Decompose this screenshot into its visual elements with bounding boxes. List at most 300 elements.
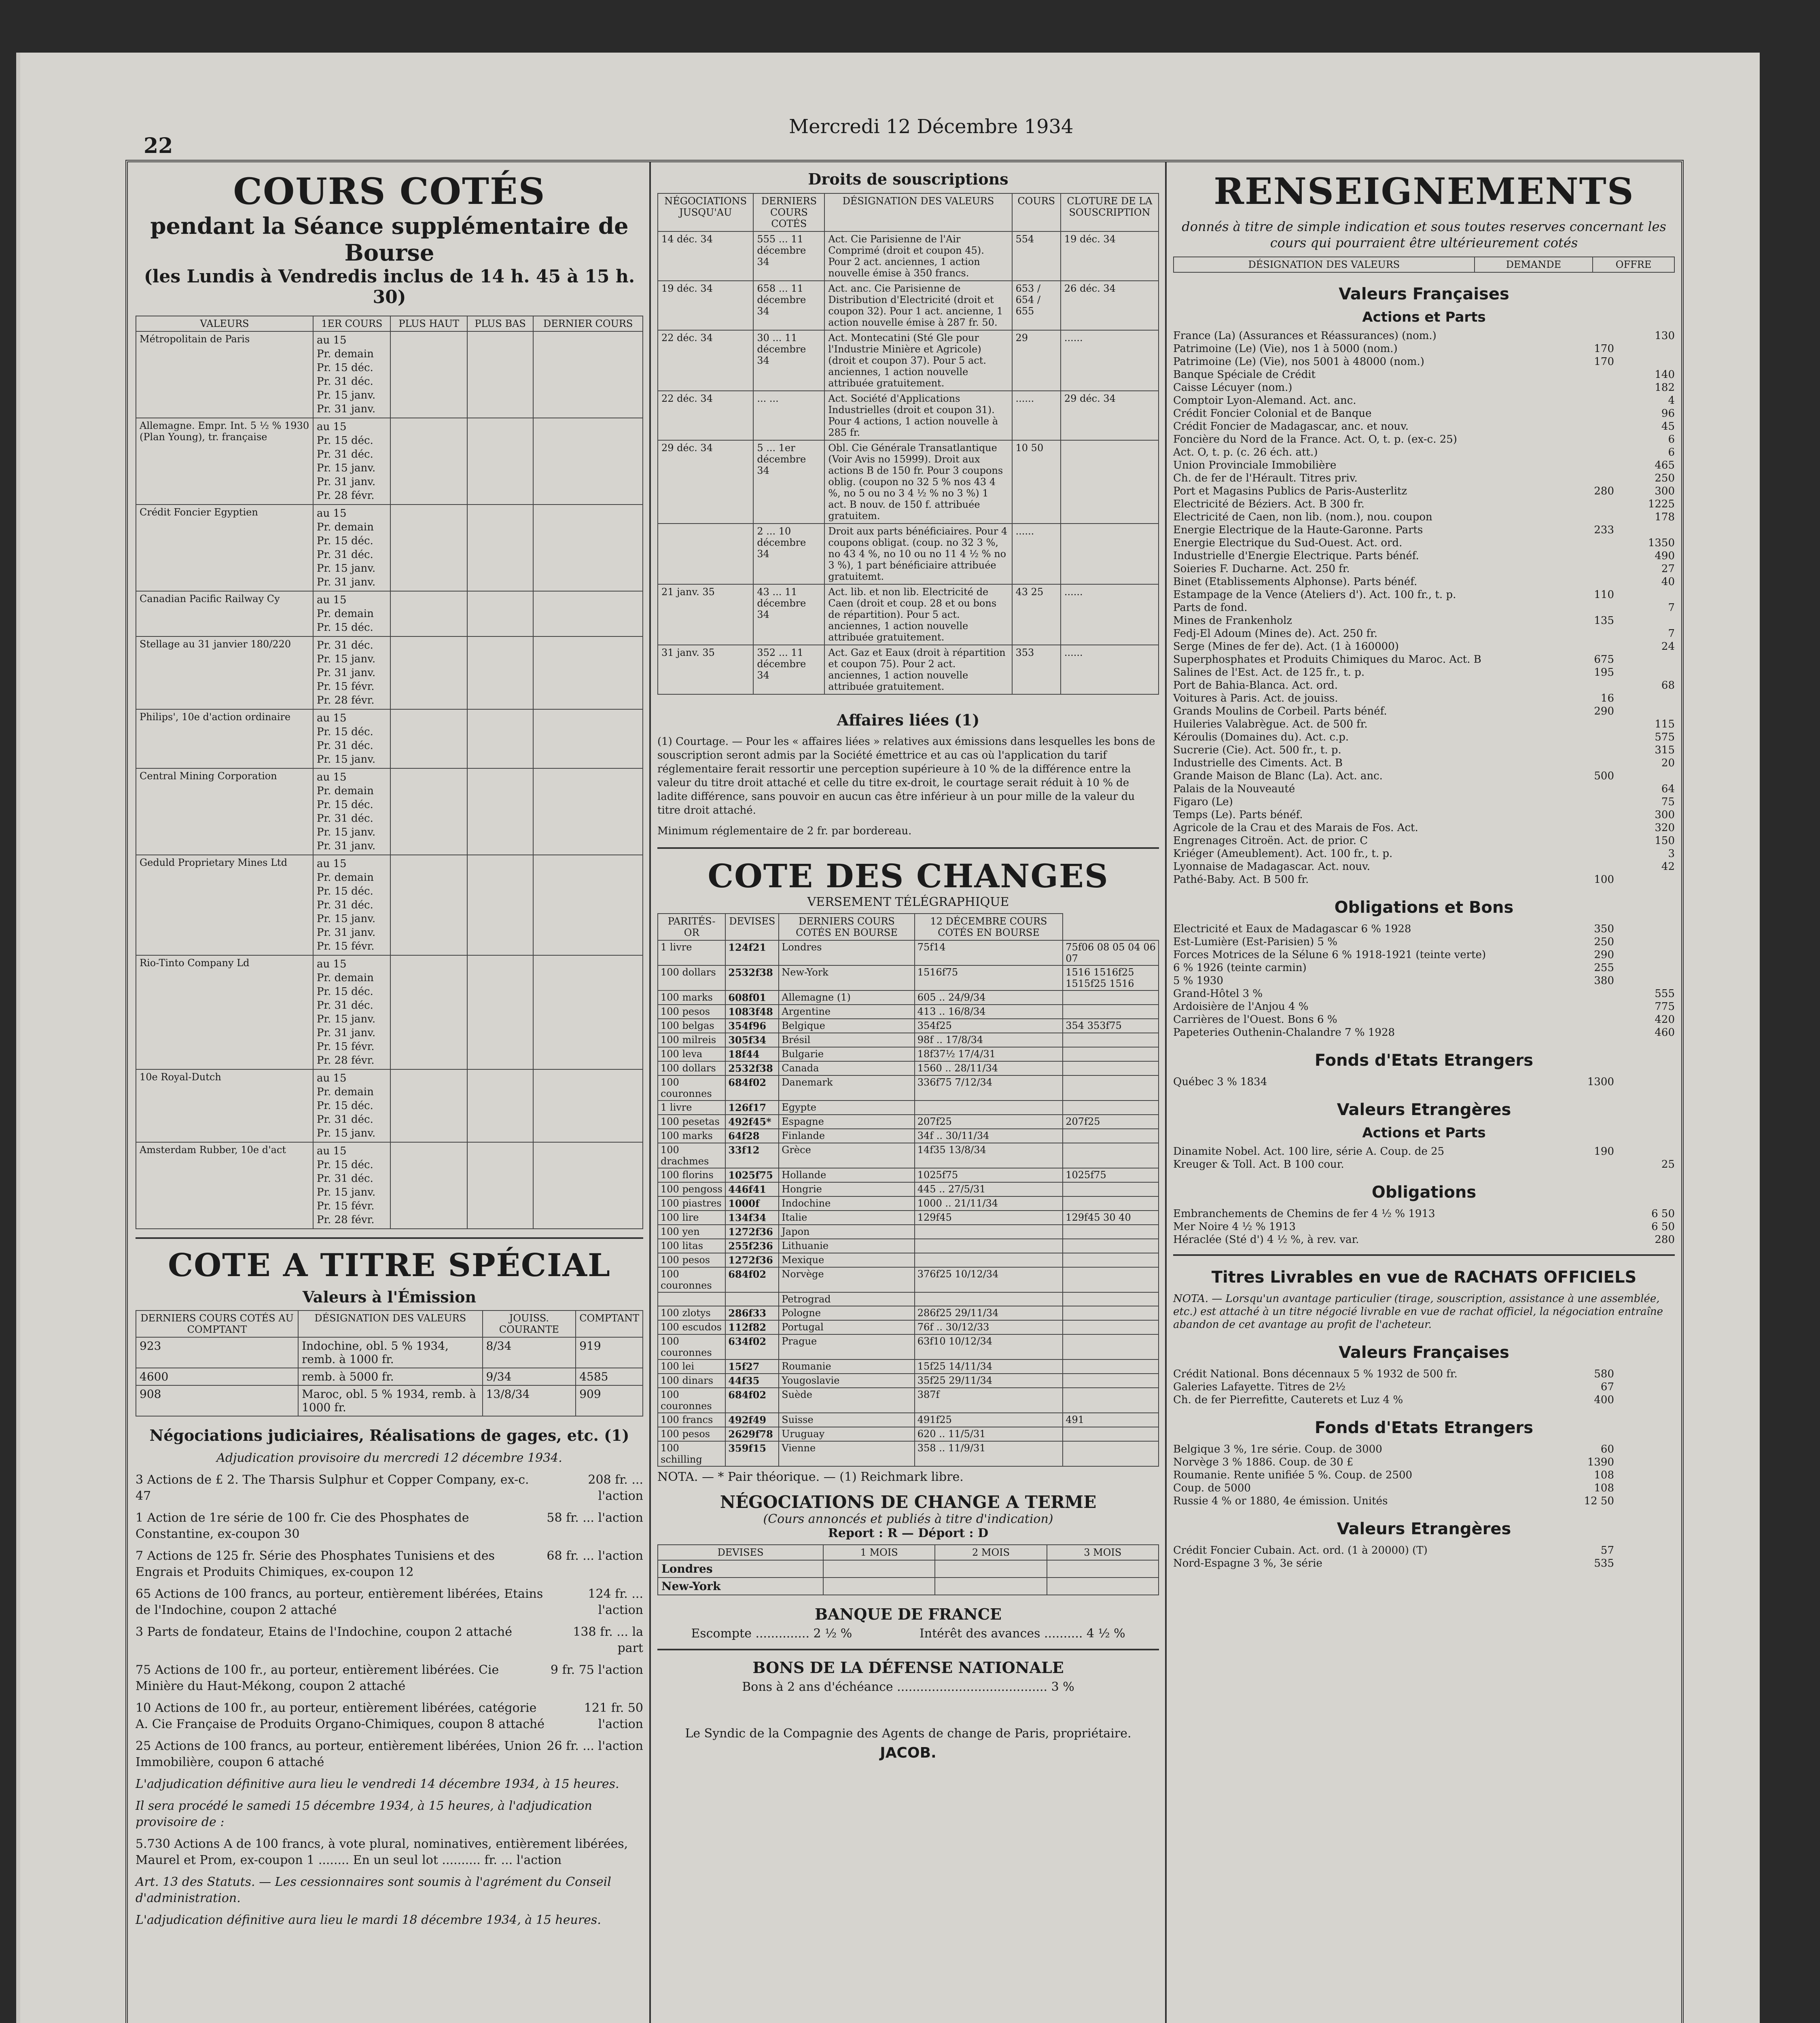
emission-cell: 4600 — [136, 1368, 298, 1385]
emission-cell: 909 — [576, 1385, 643, 1416]
change-cell: 684f02 — [725, 1267, 779, 1292]
droits-cell: 29 déc. 34 — [658, 440, 753, 524]
value-demande: 233 — [1594, 524, 1614, 536]
procede-line: Il sera procédé le samedi 15 décembre 1934, à 15 heures, à l'adjudication provisoire de : — [136, 1799, 592, 1829]
value-demande: 170 — [1594, 343, 1614, 355]
value-demande: 400 — [1594, 1394, 1614, 1406]
negotiation-item — [136, 1662, 643, 1694]
price-cell — [467, 636, 533, 709]
droits-cell: 2 ... 10 décembre 34 — [753, 524, 824, 584]
page-date: Mercredi 12 Décembre 1934 — [789, 115, 1074, 138]
list-item — [1173, 407, 1675, 420]
change-cell: 100 dinars — [658, 1374, 725, 1388]
change-cell — [915, 1292, 1063, 1306]
change-cell: Argentine — [779, 1005, 914, 1019]
value-demande: 108 — [1594, 1482, 1614, 1494]
change-cell: 446f41 — [725, 1182, 779, 1196]
table-row — [136, 418, 643, 505]
change-cell — [1063, 1033, 1159, 1047]
divider — [657, 1649, 1159, 1650]
value-demande — [1553, 407, 1614, 420]
value-demande — [1553, 562, 1614, 575]
value-demande — [1553, 679, 1614, 692]
value-offre — [1614, 1075, 1675, 1088]
droits-cell: Act. Cie Parisienne de l'Air Comprimé (droit et coupon 45). Pour 2 act. anciennes, 1 action nouvelle émise à 350 francs. — [824, 231, 1012, 281]
value-demande — [1553, 731, 1614, 744]
list-item — [1173, 834, 1675, 847]
terme-table — [657, 1544, 1159, 1595]
change-cell — [1063, 1075, 1159, 1101]
list-item — [1173, 782, 1675, 795]
value-name: Papeteries Outhenin-Chalandre 7 % 1928 — [1173, 1026, 1395, 1039]
change-cell: 100 pesos — [658, 1253, 725, 1267]
price-cell — [390, 418, 467, 505]
value-name: Ch. de fer de l'Hérault. Titres priv. — [1173, 472, 1358, 484]
table-row — [136, 1368, 643, 1385]
value-demande — [1553, 575, 1614, 588]
list-item — [1173, 679, 1675, 692]
list-item — [1173, 1544, 1675, 1557]
value-name: Fedj-El Adoum (Mines de). Act. 250 fr. — [1173, 628, 1377, 640]
value-name: Figaro (Le) — [1173, 796, 1233, 808]
change-cell: 75f06 08 05 04 06 07 — [1063, 940, 1159, 965]
valeur-name: Rio-Tinto Company Ld — [136, 955, 313, 1069]
value-name: Pathé-Baby. Act. B 500 fr. — [1173, 874, 1309, 886]
table-row — [658, 1033, 1159, 1047]
rachats-list — [1173, 1343, 1675, 1570]
table-row — [658, 1196, 1159, 1211]
value-offre: 7 — [1668, 602, 1675, 614]
table-row — [658, 1306, 1159, 1320]
list-item — [1173, 1013, 1675, 1026]
column-header: DERNIERS COURS COTÉS AU COMPTANT — [136, 1310, 298, 1337]
value-offre: 320 — [1655, 822, 1675, 834]
column-header: CLOTURE DE LA SOUSCRIPTION — [1061, 193, 1159, 231]
price-cell — [533, 768, 643, 855]
change-cell: Hongrie — [779, 1182, 914, 1196]
definitive-2: L'adjudication définitive aura lieu le mardi 18 décembre 1934, à 15 heures. — [136, 1913, 601, 1927]
divider — [136, 1237, 643, 1239]
list-item — [1173, 1207, 1675, 1220]
value-offre: 250 — [1655, 472, 1675, 484]
value-demande — [1553, 1000, 1614, 1013]
value-offre: 280 — [1655, 1234, 1675, 1246]
value-name: Forces Motrices de la Sélune 6 % 1918-1921 (teinte verte) — [1173, 949, 1486, 961]
column-divider — [649, 162, 651, 2023]
terme-devise: Londres — [658, 1560, 823, 1578]
list-item — [1173, 718, 1675, 731]
value-demande — [1553, 1233, 1614, 1246]
value-name: Crédit Foncier de Madagascar, anc. et nouv. — [1173, 420, 1409, 433]
change-cell: Indochine — [779, 1196, 914, 1211]
value-demande — [1553, 459, 1614, 472]
change-cell: Japon — [779, 1225, 914, 1239]
change-cell: 100 schilling — [658, 1441, 725, 1466]
change-cell — [1063, 1359, 1159, 1374]
emission-cell: 13/8/34 — [483, 1385, 576, 1416]
right-column — [1173, 170, 1675, 1570]
value-demande — [1553, 821, 1614, 834]
value-list — [1173, 1145, 1675, 1171]
change-cell: 492f49 — [725, 1413, 779, 1427]
rachats-title: Titres Livrables en vue de RACHATS OFFICIELS — [1211, 1268, 1637, 1287]
value-offre — [1614, 948, 1675, 961]
value-offre — [1614, 692, 1675, 705]
droits-cell: 5 ... 1er décembre 34 — [753, 440, 824, 524]
droits-cell: ...... — [1012, 524, 1061, 584]
value-name: France (La) (Assurances et Réassurances) (nom.) — [1173, 330, 1437, 342]
value-offre — [1614, 935, 1675, 948]
item-text: 25 Actions de 100 francs, au porteur, entièrement libérées, Union Immobilière, coupon 6 attaché — [136, 1739, 541, 1769]
change-cell: 100 litas — [658, 1239, 725, 1253]
change-cell: Yougoslavie — [779, 1374, 914, 1388]
droits-cell: 31 janv. 35 — [658, 645, 753, 694]
value-demande — [1553, 498, 1614, 511]
value-name: Agricole de la Crau et des Marais de Fos. Act. — [1173, 822, 1418, 834]
value-demande — [1553, 847, 1614, 860]
price-cell — [390, 591, 467, 636]
table-row — [658, 1320, 1159, 1334]
change-cell: Vienne — [779, 1441, 914, 1466]
column-header: PARITÉS-OR — [658, 914, 725, 940]
section-title: Valeurs Françaises — [1339, 285, 1509, 303]
list-item — [1173, 614, 1675, 627]
value-offre — [1614, 705, 1675, 718]
value-demande — [1553, 446, 1614, 459]
value-name: Russie 4 % or 1880, 4e émission. Unités — [1173, 1495, 1388, 1507]
change-cell: Prague — [779, 1334, 914, 1359]
renseignements-header — [1173, 257, 1675, 273]
value-offre: 178 — [1655, 511, 1675, 523]
value-demande: 16 — [1600, 692, 1614, 704]
terme-cell — [935, 1578, 1047, 1595]
change-cell — [1063, 1005, 1159, 1019]
column-header: DEVISES — [658, 1545, 823, 1560]
list-item — [1173, 757, 1675, 770]
change-cell: Bulgarie — [779, 1047, 914, 1061]
list-item — [1173, 433, 1675, 446]
change-cell: 608f01 — [725, 990, 779, 1005]
price-cell — [467, 855, 533, 955]
droits-cell: 352 ... 11 décembre 34 — [753, 645, 824, 694]
signature: JACOB. — [880, 1745, 936, 1761]
table-row — [658, 1359, 1159, 1374]
value-offre — [1614, 1544, 1675, 1557]
echeances: au 15 Pr. demain Pr. 15 déc. — [313, 591, 390, 636]
change-cell: 2532f38 — [725, 965, 779, 990]
list-item — [1173, 511, 1675, 524]
value-offre — [1614, 1495, 1675, 1508]
value-demande — [1553, 549, 1614, 562]
value-list — [1173, 329, 1675, 886]
value-demande: 500 — [1594, 770, 1614, 782]
list-item — [1173, 1393, 1675, 1406]
change-cell: 100 piastres — [658, 1196, 725, 1211]
change-cell: Danemark — [779, 1075, 914, 1101]
change-cell: Suisse — [779, 1413, 914, 1427]
value-demande — [1553, 329, 1614, 342]
value-demande — [1553, 834, 1614, 847]
value-list — [1173, 1368, 1675, 1406]
value-offre — [1614, 974, 1675, 987]
value-name: Palais de la Nouveauté — [1173, 783, 1295, 795]
emission-cell: 908 — [136, 1385, 298, 1416]
change-cell: Brésil — [779, 1033, 914, 1047]
change-cell — [1063, 1427, 1159, 1441]
change-cell: 18f44 — [725, 1047, 779, 1061]
value-name: Roumanie. Rente unifiée 5 %. Coup. de 2500 — [1173, 1469, 1413, 1481]
item-price: 68 fr. ... l'action — [547, 1549, 643, 1563]
change-cell: 1025f75 — [1063, 1168, 1159, 1182]
value-demande: 290 — [1594, 705, 1614, 717]
price-cell — [390, 855, 467, 955]
emission-cell: 4585 — [576, 1368, 643, 1385]
list-item — [1173, 498, 1675, 511]
table-row — [658, 1143, 1159, 1168]
change-cell: 620 .. 11/5/31 — [915, 1427, 1063, 1441]
table-row — [136, 709, 643, 768]
value-offre: 490 — [1655, 550, 1675, 562]
table-row — [658, 1427, 1159, 1441]
change-cell — [1063, 1320, 1159, 1334]
list-item — [1173, 588, 1675, 601]
droits-cell: Act. lib. et non lib. Electricité de Caen (droit et coup. 28 et ou bons de répartition). Pour 5 act. anciennes, 1 action nouvelle attribuée gratuitement. — [824, 584, 1012, 645]
value-demande — [1553, 601, 1614, 614]
list-item — [1173, 524, 1675, 536]
table-row — [658, 1005, 1159, 1019]
price-cell — [467, 1142, 533, 1229]
table-row — [658, 1047, 1159, 1061]
value-demande: 195 — [1594, 666, 1614, 679]
droits-cell: 658 ... 11 décembre 34 — [753, 281, 824, 330]
table-row — [658, 645, 1159, 694]
change-cell — [915, 1253, 1063, 1267]
change-cell: 492f45* — [725, 1115, 779, 1129]
table-row — [658, 231, 1159, 281]
change-cell: 134f34 — [725, 1211, 779, 1225]
section-title: Fonds d'Etats Etrangers — [1314, 1051, 1534, 1070]
change-cell: 336f75 7/12/34 — [915, 1075, 1063, 1101]
price-cell — [467, 591, 533, 636]
change-cell: 100 lei — [658, 1359, 725, 1374]
value-offre — [1614, 1469, 1675, 1482]
value-demande: 170 — [1594, 356, 1614, 368]
change-cell: 64f28 — [725, 1129, 779, 1143]
list-item — [1173, 795, 1675, 808]
droits-cell — [658, 524, 753, 584]
table-row — [658, 1334, 1159, 1359]
column-header: DERNIERS COURS COTÉS — [753, 193, 824, 231]
change-cell: Petrograd — [779, 1292, 914, 1306]
value-demande: 135 — [1594, 615, 1614, 627]
change-cell: 2532f38 — [725, 1061, 779, 1075]
list-item — [1173, 640, 1675, 653]
value-demande — [1553, 640, 1614, 653]
price-cell — [390, 1142, 467, 1229]
item-price: 121 fr. 50 l'action — [584, 1701, 643, 1731]
value-demande: 350 — [1594, 923, 1614, 935]
value-name: Grand-Hôtel 3 % — [1173, 988, 1263, 1000]
value-offre: 24 — [1661, 640, 1675, 653]
item-text: 65 Actions de 100 francs, au porteur, entièrement libérées, Etains de l'Indochine, coupon 2 attaché — [136, 1587, 543, 1617]
terme-cell — [823, 1578, 935, 1595]
change-cell: 207f25 — [1063, 1115, 1159, 1129]
change-cell: 286f25 29/11/34 — [915, 1306, 1063, 1320]
list-item — [1173, 974, 1675, 987]
list-item — [1173, 744, 1675, 757]
droits-cell: Act. Gaz et Eaux (droit à répartition et coupon 75). Pour 2 act. anciennes, 1 action nouvelle attribuée gratuitement. — [824, 645, 1012, 694]
change-cell — [1063, 1441, 1159, 1466]
change-cell: 100 drachmes — [658, 1143, 725, 1168]
value-name: Carrières de l'Ouest. Bons 6 % — [1173, 1014, 1337, 1026]
change-cell — [1063, 1239, 1159, 1253]
change-cell: 76f .. 30/12/33 — [915, 1320, 1063, 1334]
terme-title: NÉGOCIATIONS DE CHANGE A TERME — [720, 1492, 1097, 1512]
value-offre: 68 — [1661, 679, 1675, 691]
table-row — [136, 331, 643, 418]
valeur-name: Canadian Pacific Railway Cy — [136, 591, 313, 636]
change-cell — [1063, 1047, 1159, 1061]
change-cell: Lithuanie — [779, 1239, 914, 1253]
value-name: Est-Lumière (Est-Parisien) 5 % — [1173, 936, 1337, 948]
value-offre: 460 — [1655, 1026, 1675, 1039]
value-offre — [1614, 1368, 1675, 1380]
value-name: Salines de l'Est. Act. de 125 fr., t. p. — [1173, 666, 1365, 679]
list-item — [1173, 1469, 1675, 1482]
list-item — [1173, 381, 1675, 394]
value-demande — [1553, 472, 1614, 485]
change-cell: 255f236 — [725, 1239, 779, 1253]
negotiation-item — [136, 1472, 643, 1504]
echeances: au 15 Pr. demain Pr. 15 déc. Pr. 31 déc. Pr. 15 janv. Pr. 31 janv. — [313, 505, 390, 591]
droits-cell: 19 déc. 34 — [1061, 231, 1159, 281]
terme-subtitle: (Cours annoncés et publiés à titre d'indication) — [763, 1512, 1053, 1526]
table-row — [658, 1578, 1159, 1595]
price-cell — [533, 418, 643, 505]
valeur-name: Central Mining Corporation — [136, 768, 313, 855]
price-cell — [533, 505, 643, 591]
price-cell — [533, 331, 643, 418]
value-name: Grands Moulins de Corbeil. Parts bénéf. — [1173, 705, 1387, 717]
change-cell — [1063, 1061, 1159, 1075]
droits-cell: ...... — [1012, 391, 1061, 440]
change-cell: 1025f75 — [725, 1168, 779, 1182]
change-cell: 684f02 — [725, 1388, 779, 1413]
change-cell: Pologne — [779, 1306, 914, 1320]
value-offre — [1614, 1482, 1675, 1495]
change-cell: Belgique — [779, 1019, 914, 1033]
negotiation-item — [136, 1548, 643, 1580]
price-cell — [390, 636, 467, 709]
price-cell — [533, 591, 643, 636]
change-cell: 1 livre — [658, 940, 725, 965]
value-name: Nord-Espagne 3 %, 3e série — [1173, 1557, 1322, 1569]
list-item — [1173, 1233, 1675, 1246]
droits-cell: 43 25 — [1012, 584, 1061, 645]
change-cell: 100 couronnes — [658, 1334, 725, 1359]
terme-cell — [1047, 1578, 1159, 1595]
value-offre: 6 50 — [1651, 1221, 1675, 1233]
value-name: Kriéger (Ameublement). Act. 100 fr., t. p. — [1173, 848, 1393, 860]
value-demande: 190 — [1594, 1145, 1614, 1158]
value-offre: 140 — [1655, 369, 1675, 381]
valeur-name: Philips', 10e d'action ordinaire — [136, 709, 313, 768]
change-cell: 1516f75 — [915, 965, 1063, 990]
droits-cell: Droit aux parts bénéficiaires. Pour 4 coupons obligat. (coup. no 32 3 %, no 43 4 %, no 10 ou no 11 4 ½ % no 3 %), 1 part bénéficiaire attribuée gratuitemt. — [824, 524, 1012, 584]
list-item — [1173, 368, 1675, 381]
item-text: 10 Actions de 100 fr., au porteur, entièrement libérées, catégorie A. Cie Française de Produits Organo-Chimiques, coupon 8 attaché — [136, 1701, 545, 1731]
emission-cell: 919 — [576, 1337, 643, 1368]
list-item — [1173, 922, 1675, 935]
item-price: 138 fr. ... la part — [573, 1625, 643, 1655]
changes-subtitle: VERSEMENT TÉLÉGRAPHIQUE — [807, 895, 1009, 909]
table-row — [658, 990, 1159, 1005]
value-demande: 1300 — [1587, 1076, 1614, 1088]
change-cell — [1063, 1196, 1159, 1211]
change-cell: 100 dollars — [658, 965, 725, 990]
droits-cell: 22 déc. 34 — [658, 330, 753, 391]
table-row — [658, 1101, 1159, 1115]
price-cell — [390, 1069, 467, 1142]
change-cell — [1063, 990, 1159, 1005]
column-header: DEMANDE — [1475, 257, 1593, 272]
item-text: 3 Actions de £ 2. The Tharsis Sulphur et Copper Company, ex-c. 47 — [136, 1473, 529, 1503]
list-item — [1173, 575, 1675, 588]
definitive-1: L'adjudication définitive aura lieu le vendredi 14 décembre 1934, à 15 heures. — [136, 1777, 619, 1791]
change-cell: Allemagne (1) — [779, 990, 914, 1005]
table-row — [658, 1019, 1159, 1033]
value-name: Comptoir Lyon-Alemand. Act. anc. — [1173, 394, 1356, 407]
change-cell: 100 florins — [658, 1168, 725, 1182]
value-offre — [1614, 922, 1675, 935]
value-demande — [1553, 987, 1614, 1000]
terme-subtitle-2: Report : R — Déport : D — [828, 1526, 989, 1540]
change-cell: 98f .. 17/8/34 — [915, 1033, 1063, 1047]
price-cell — [390, 331, 467, 418]
table-row — [658, 1115, 1159, 1129]
change-cell: 100 dollars — [658, 1061, 725, 1075]
value-offre: 300 — [1655, 809, 1675, 821]
value-demande — [1553, 627, 1614, 640]
list-item — [1173, 1456, 1675, 1469]
list-item — [1173, 601, 1675, 614]
value-offre — [1614, 1145, 1675, 1158]
column-header: DÉSIGNATION DES VALEURS — [1174, 257, 1475, 272]
price-cell — [467, 1069, 533, 1142]
item-price: 208 fr. ... l'action — [588, 1473, 643, 1503]
change-cell: 75f14 — [915, 940, 1063, 965]
value-name: Grande Maison de Blanc (La). Act. anc. — [1173, 770, 1383, 782]
value-offre — [1614, 770, 1675, 782]
value-name: Ardoisière de l'Anjou 4 % — [1173, 1001, 1309, 1013]
table-row — [658, 1267, 1159, 1292]
value-demande: 100 — [1594, 874, 1614, 886]
item-text: 3 Parts de fondateur, Etains de l'Indochine, coupon 2 attaché — [136, 1625, 513, 1639]
value-offre: 27 — [1661, 563, 1675, 575]
table-row — [658, 1075, 1159, 1101]
value-offre: 182 — [1655, 382, 1675, 394]
value-offre: 575 — [1655, 731, 1675, 743]
value-offre: 40 — [1661, 576, 1675, 588]
value-demande — [1553, 1207, 1614, 1220]
value-demande: 67 — [1600, 1381, 1614, 1393]
value-offre: 555 — [1655, 988, 1675, 1000]
price-cell — [390, 505, 467, 591]
section-subtitle: Actions et Parts — [1362, 1125, 1486, 1141]
statuts-line: Art. 13 des Statuts. — Les cessionnaires sont soumis à l'agrément du Conseil d'administration. — [136, 1875, 611, 1905]
negotiation-items — [136, 1472, 643, 1771]
change-cell — [1063, 1225, 1159, 1239]
